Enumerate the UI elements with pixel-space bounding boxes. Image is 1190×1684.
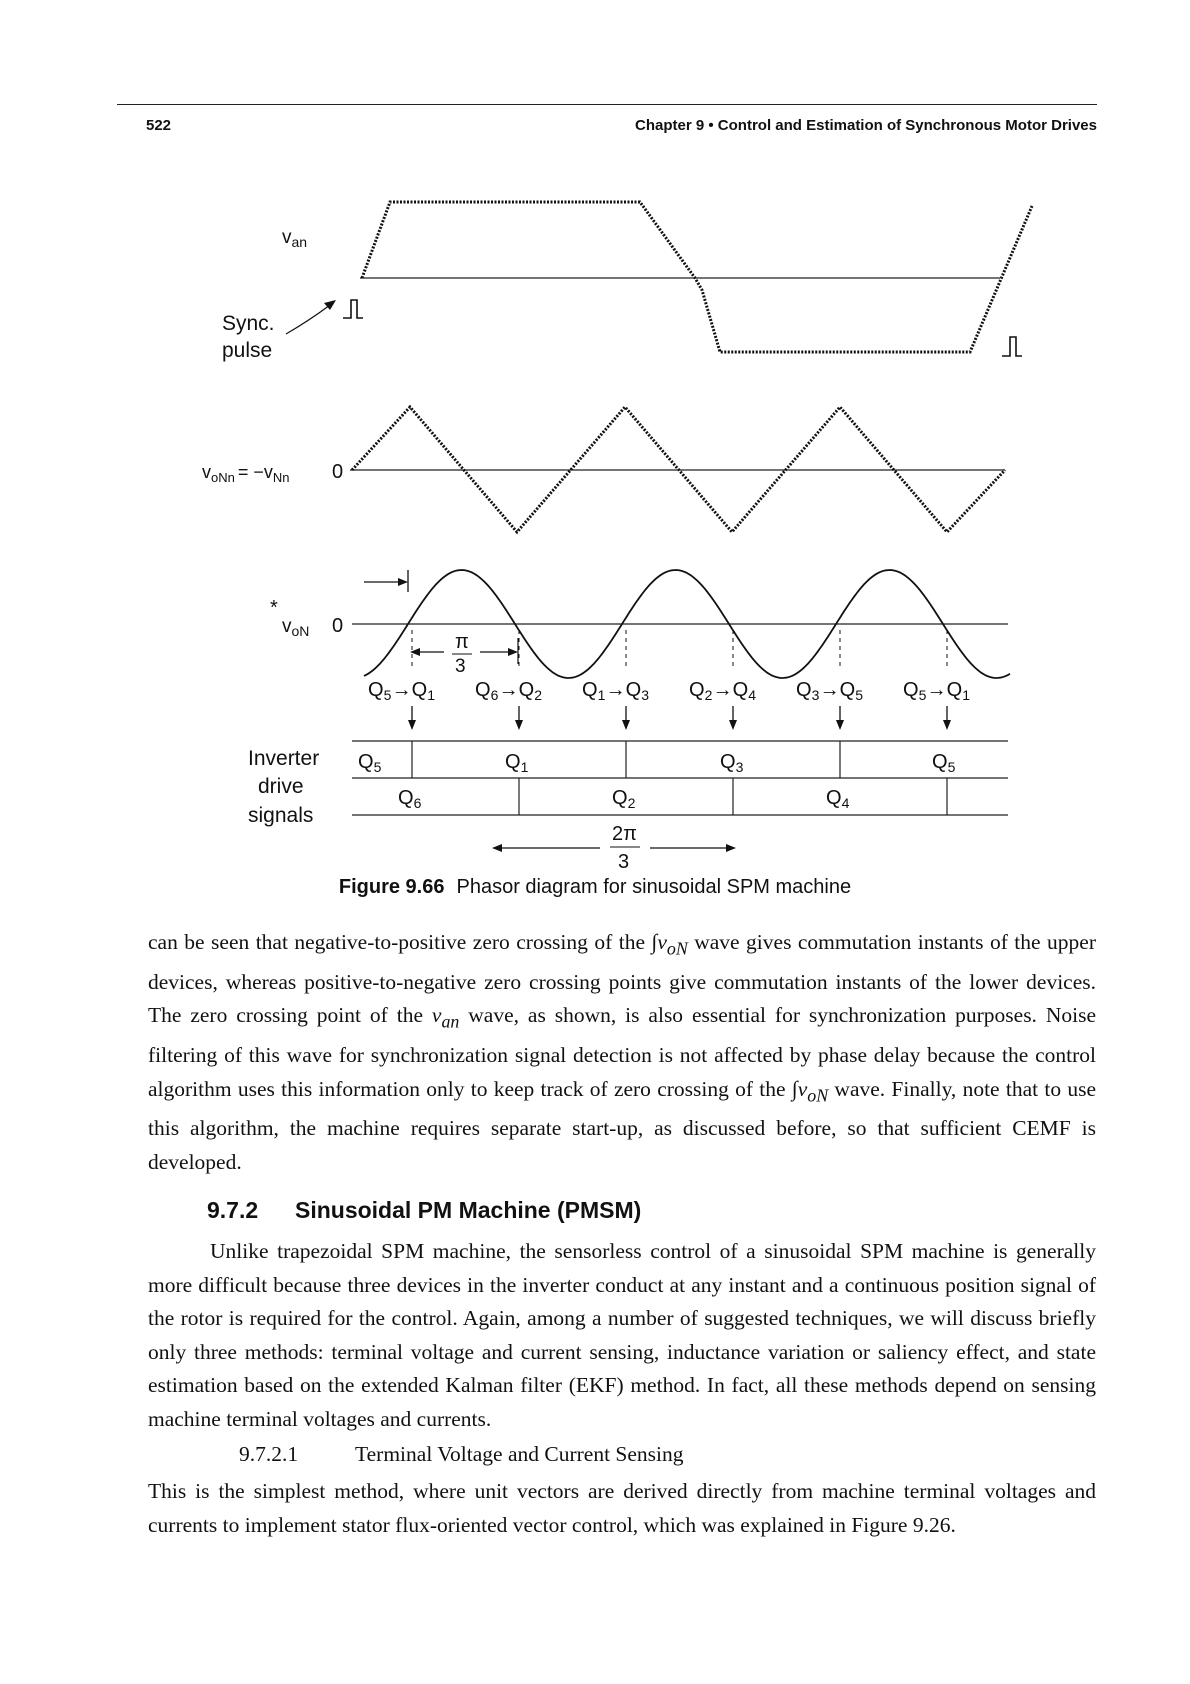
commutation-label: $Q_3 \to Q_5$ [796, 679, 863, 703]
page-number: 522 [146, 117, 172, 134]
von-label-v: v [282, 616, 292, 637]
vonn-zero-label: 0 [332, 461, 344, 483]
sync-label-line1: Sync. [222, 312, 275, 335]
para1-part-b: wave gives commutation instants of the upper devices, whereas positive-to-negative zero crossing points give commutation instants of the lower devices. The zero crossing point of the [148, 930, 1096, 1028]
inverter-panel [248, 741, 1008, 870]
subsection-title: Terminal Voltage and Current Sensing [355, 1442, 684, 1466]
device-label: $Q_5$ [932, 751, 956, 775]
device-label: $Q_2$ [612, 787, 636, 811]
lower-device-labels [398, 787, 850, 811]
commutation-arrow-head [836, 720, 844, 730]
para1-math-v2-sub: an [441, 1011, 460, 1032]
running-head: Chapter 9 • Control and Estimation of Synchronous Motor Drives [635, 117, 1097, 134]
section-heading [207, 1197, 641, 1224]
inverter-label-line1: Inverter [248, 747, 320, 770]
commutation-label: $Q_6 \to Q_2$ [475, 679, 542, 703]
para1-part-a: can be seen that negative-to-positive zero crossing of the ∫ [148, 930, 658, 954]
figure-caption-text: Phasor diagram for sinusoidal SPM machine [456, 876, 852, 898]
van-label: v [282, 227, 292, 248]
twopi3-denominator: 3 [618, 851, 630, 870]
commutation-arrow-head [515, 720, 523, 730]
device-label: $Q_6$ [398, 787, 422, 811]
upper-row-dividers [412, 741, 840, 778]
commutation-label: $Q_1 \to Q_3$ [582, 679, 649, 703]
vonn-label-v: v [202, 462, 211, 482]
lower-row-dividers [519, 778, 947, 815]
svg-text:van [282, 227, 307, 250]
para1-math-v3: v [797, 1076, 808, 1101]
device-label: $Q_5$ [358, 751, 382, 775]
para1-math-v1: v [657, 930, 667, 954]
twopi3-arrowhead-right [726, 844, 736, 852]
sync-pulse-left [343, 300, 363, 318]
section-title: Sinusoidal PM Machine (PMSM) [295, 1197, 642, 1223]
vonn-label-sub2: Nn [272, 470, 290, 485]
commutation-arrow-head [622, 720, 630, 730]
pi3-numerator: π [455, 631, 469, 653]
pi3-arrowhead-right [508, 648, 518, 656]
twopi3-numerator: 2π [612, 823, 637, 845]
von-label-sub: oN [291, 623, 310, 639]
sync-pulse-right [1002, 337, 1022, 356]
vonn-panel [202, 407, 1005, 532]
device-label: $Q_3$ [720, 751, 744, 775]
figure-caption-label: Figure 9.66 [338, 876, 445, 898]
zero-crossing-markers [412, 630, 947, 668]
commutation-label: $Q_5 \to Q_1$ [368, 679, 435, 703]
subsection-number: 9.7.2.1 [239, 1442, 299, 1466]
subsection-heading [239, 1442, 684, 1467]
pi3-denominator: 3 [455, 656, 466, 677]
commutation-arrow-head [943, 720, 951, 730]
van-waveform [362, 202, 1032, 352]
paragraph-pmsm: Unlike trapezoidal SPM machine, the sensorless control of a sinusoidal SPM machine is generally more difficult because three devices in the inverter conduct at any instant and a continuous position signal of the rotor is required for the control. Again, among a number of suggested techniques, we will discuss briefly only three methods: terminal voltage and current sensing, inductance variation or saliency effect, and state estimation based on the extended Kalman filter (EKF) method. In fact, all these methods depend on sensing machine terminal voltages and currents. [148, 1239, 1096, 1431]
section-number: 9.7.2 [207, 1197, 259, 1223]
van-label-sub: an [291, 234, 308, 250]
para1-math-v1-sub: oN [666, 938, 688, 959]
paragraph-terminal-sensing: This is the simplest method, where unit vectors are derived directly from machine terminal voltages and currents to implement stator flux-oriented vector control, which was explained in Figure 9.26. [148, 1479, 1096, 1537]
sync-label-line2: pulse [222, 339, 273, 362]
von-zero-label: 0 [332, 615, 344, 637]
sync-arrow [286, 305, 330, 334]
start-arrow-head [398, 578, 408, 586]
von-panel [270, 570, 1010, 730]
commutation-label: $Q_2 \to Q_4$ [689, 679, 756, 703]
inverter-label-line2: drive [258, 775, 304, 798]
para1-part-d: wave. Finally, note that to use this algorithm, the machine requires separate start-up, as discussed before, so that sufficient CEMF is developed. [148, 1076, 1096, 1174]
figure-caption [0, 876, 1190, 899]
vonn-label-sub: oNn [211, 470, 235, 485]
inverter-label-line3: signals [248, 804, 314, 827]
vonn-label-mid: = −v [237, 462, 273, 482]
para1-math-v2: v [431, 1003, 442, 1028]
commutation-arrow-head [408, 720, 416, 730]
svg-text:voN [282, 616, 309, 639]
von-label-star: * [270, 597, 278, 619]
twopi3-arrowhead-left [492, 844, 502, 852]
device-label: $Q_1$ [505, 751, 529, 775]
commutation-arrows [408, 706, 951, 730]
commutation-label: $Q_5 \to Q_1$ [903, 679, 970, 703]
van-panel [222, 202, 1032, 362]
para1-part-c: wave, as shown, is also essential for synchronization purposes. Noise filtering of this wave for synchronization signal detection is not affected by phase delay because the control algorithm uses this information only to keep track of zero crossing of the ∫ [148, 1003, 1097, 1101]
svg-text:voNn= −vNn [202, 462, 290, 485]
commutation-arrow-head [729, 720, 737, 730]
upper-device-labels [358, 751, 956, 775]
device-label: $Q_4$ [826, 787, 850, 811]
commutation-labels [368, 679, 970, 703]
para1-math-v3-sub: oN [807, 1084, 829, 1105]
paragraph-commutation [148, 926, 1096, 1179]
